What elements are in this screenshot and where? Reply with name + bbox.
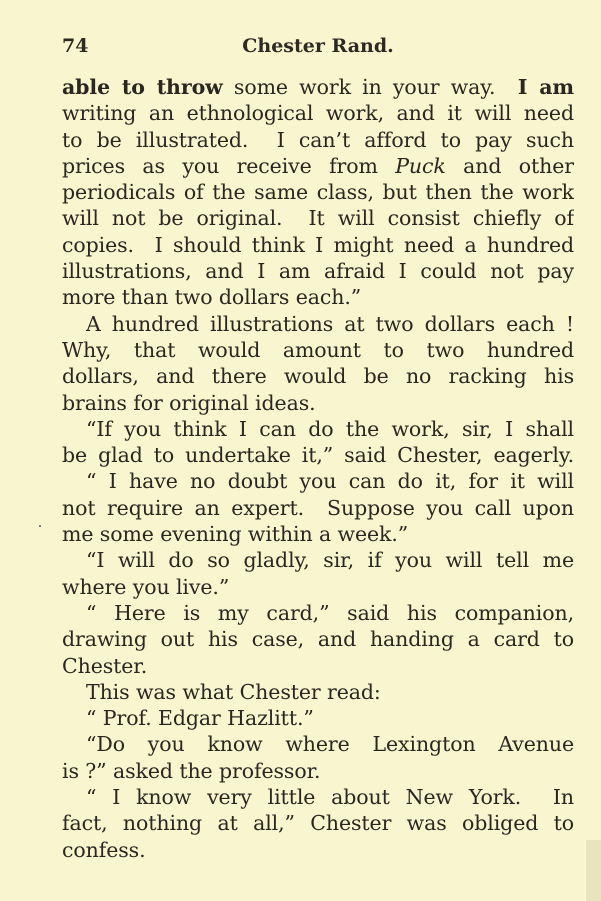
text-line: be glad to undertake it,” said Chester, eagerly. <box>62 443 574 468</box>
text-line: “I will do so gladly, sir, if you will tell me <box>86 548 574 573</box>
text-line: drawing out his case, and handing a card to <box>62 627 574 652</box>
bold-text-run: I am <box>517 75 574 99</box>
text-run: prices as you receive from <box>62 153 396 178</box>
text-line: A hundred illustrations at two dollars each ! <box>86 311 574 336</box>
text-line: writing an ethnological work, and it will need <box>62 101 574 126</box>
text-line: “ I know very little about New York. In <box>86 785 574 810</box>
text-line: confess. <box>62 837 146 862</box>
text-line: “ Prof. Edgar Hazlitt.” <box>86 706 314 731</box>
text-line: This was what Chester read: <box>86 679 381 704</box>
text-line: brains for original ideas. <box>62 390 316 415</box>
text-line: “ Here is my card,” said his companion, <box>86 600 574 625</box>
text-line: “Do you know where Lexington Avenue <box>86 732 574 757</box>
text-line: fact, nothing at all,” Chester was obliged to <box>62 811 574 836</box>
page-edge-shadow <box>586 840 601 901</box>
text-line: will not be original. It will consist chiefly of <box>62 206 574 231</box>
text-line: me some evening within a week.” <box>62 522 409 547</box>
text-line: Chester. <box>62 653 148 678</box>
text-line: where you live.” <box>62 574 230 599</box>
text-line <box>62 74 574 100</box>
text-line: copies. I should think I might need a hundred <box>62 232 574 257</box>
text-run: some work in your way. <box>222 75 518 99</box>
running-title: Chester Rand. <box>242 35 394 57</box>
text-line: is ?” asked the professor. <box>62 758 321 783</box>
body-text <box>62 74 574 863</box>
text-line: to be illustrated. I can’t afford to pay such <box>62 127 574 152</box>
text-line: illustrations, and I am afraid I could not pay <box>62 259 574 284</box>
italic-text-run: Puck <box>395 153 446 178</box>
text-run: and other <box>445 153 574 178</box>
text-line: Why, that would amount to two hundred <box>62 337 574 362</box>
page-number: 74 <box>62 35 89 57</box>
text-line <box>62 153 574 179</box>
text-line: not require an expert. Suppose you call upon <box>62 495 574 520</box>
page-speck <box>39 525 41 527</box>
page-header <box>62 33 574 59</box>
text-line: periodicals of the same class, but then the work <box>62 180 574 205</box>
text-line: more than two dollars each.” <box>62 285 362 310</box>
text-line: “If you think I can do the work, sir, I shall <box>86 416 574 441</box>
bold-text-run: able to throw <box>62 75 223 99</box>
text-line: “ I have no doubt you can do it, for it will <box>86 469 574 494</box>
text-line: dollars, and there would be no racking his <box>62 364 574 389</box>
